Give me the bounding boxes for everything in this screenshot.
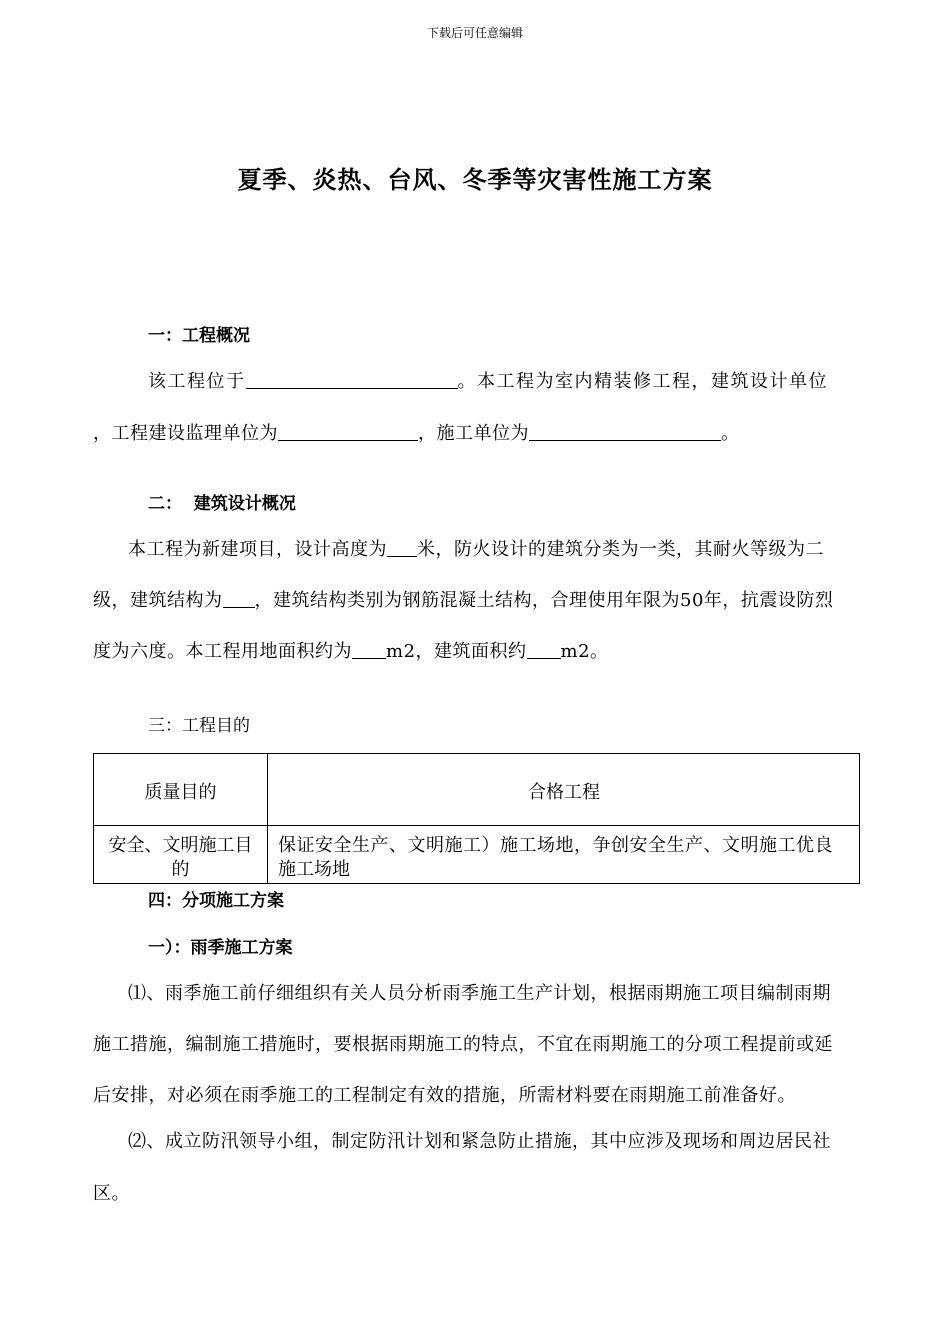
- blank-height: [387, 536, 417, 557]
- section1-line2: [93, 419, 740, 445]
- table-cell-value: 合格工程: [528, 782, 600, 803]
- table-cell-label: 安全、文明施工目: [108, 835, 253, 856]
- blank-land-area: [352, 638, 386, 659]
- blank-location: [246, 368, 458, 389]
- table-cell-label: 的: [171, 859, 190, 880]
- header-note: 下载后可任意编辑: [426, 26, 523, 40]
- section2-line2: [93, 586, 833, 612]
- section2-line1: [128, 535, 824, 561]
- text-segment: 本工程为新建项目，设计高度为: [128, 539, 387, 560]
- blank-supervisor: [278, 420, 418, 441]
- text-segment: 级，建筑结构为: [93, 590, 223, 611]
- blank-structure: [223, 587, 255, 608]
- text-segment: ，工程建设监理单位为: [93, 423, 278, 444]
- text-segment: 。: [721, 423, 740, 444]
- text-segment: 度为六度。本工程用地面积约为: [93, 641, 352, 662]
- subsection-heading: 一）：雨季施工方案: [148, 938, 293, 958]
- goals-table: [93, 753, 860, 884]
- paragraph-line: 施工措施，编制施工措施时，要根据雨期施工的特点，不宜在雨期施工的分项工程提前或延: [93, 1034, 833, 1055]
- table-cell-value: 施工场地: [278, 859, 350, 880]
- section1-heading: 一：工程概况: [148, 326, 250, 346]
- text-segment: 该工程位于: [148, 371, 246, 392]
- section4-heading: 四：分项施工方案: [148, 891, 284, 911]
- table-divider: [94, 825, 859, 826]
- text-segment: m2。: [560, 641, 609, 662]
- text-segment: ，施工单位为: [418, 423, 529, 444]
- table-cell-value: 保证安全生产、文明施工）施工场地，争创安全生产、文明施工优良: [278, 835, 833, 856]
- section1-line1: [148, 367, 828, 393]
- blank-building-area: [527, 638, 561, 659]
- document-title: 夏季、炎热、台风、冬季等灾害性施工方案: [237, 165, 713, 194]
- text-segment: ，建筑结构类别为钢筋混凝土结构，合理使用年限为50年，抗震设防烈: [254, 590, 834, 611]
- paragraph-line: 后安排，对必须在雨季施工的工程制定有效的措施，所需材料要在雨期施工前准备好。: [93, 1085, 796, 1106]
- section2-line3: [93, 637, 609, 663]
- table-cell-label: 质量目的: [144, 782, 217, 803]
- paragraph-line: ⑴、雨季施工前仔细组织有关人员分析雨季施工生产计划，根据雨期施工项目编制雨期: [128, 983, 831, 1004]
- section2-heading: 二： 建筑设计概况: [148, 494, 296, 514]
- text-segment: m2，建筑面积约: [386, 641, 527, 662]
- paragraph-line: ⑵、成立防汛领导小组，制定防汛计划和紧急防止措施，其中应涉及现场和周边居民社: [128, 1131, 831, 1152]
- section3-heading: 三：工程目的: [148, 716, 250, 736]
- text-segment: 米，防火设计的建筑分类为一类，其耐火等级为二: [417, 539, 824, 560]
- paragraph-line: 区。: [93, 1183, 130, 1204]
- blank-contractor: [529, 420, 721, 441]
- text-segment: 。本工程为室内精装修工程，建筑设计单位: [457, 371, 828, 392]
